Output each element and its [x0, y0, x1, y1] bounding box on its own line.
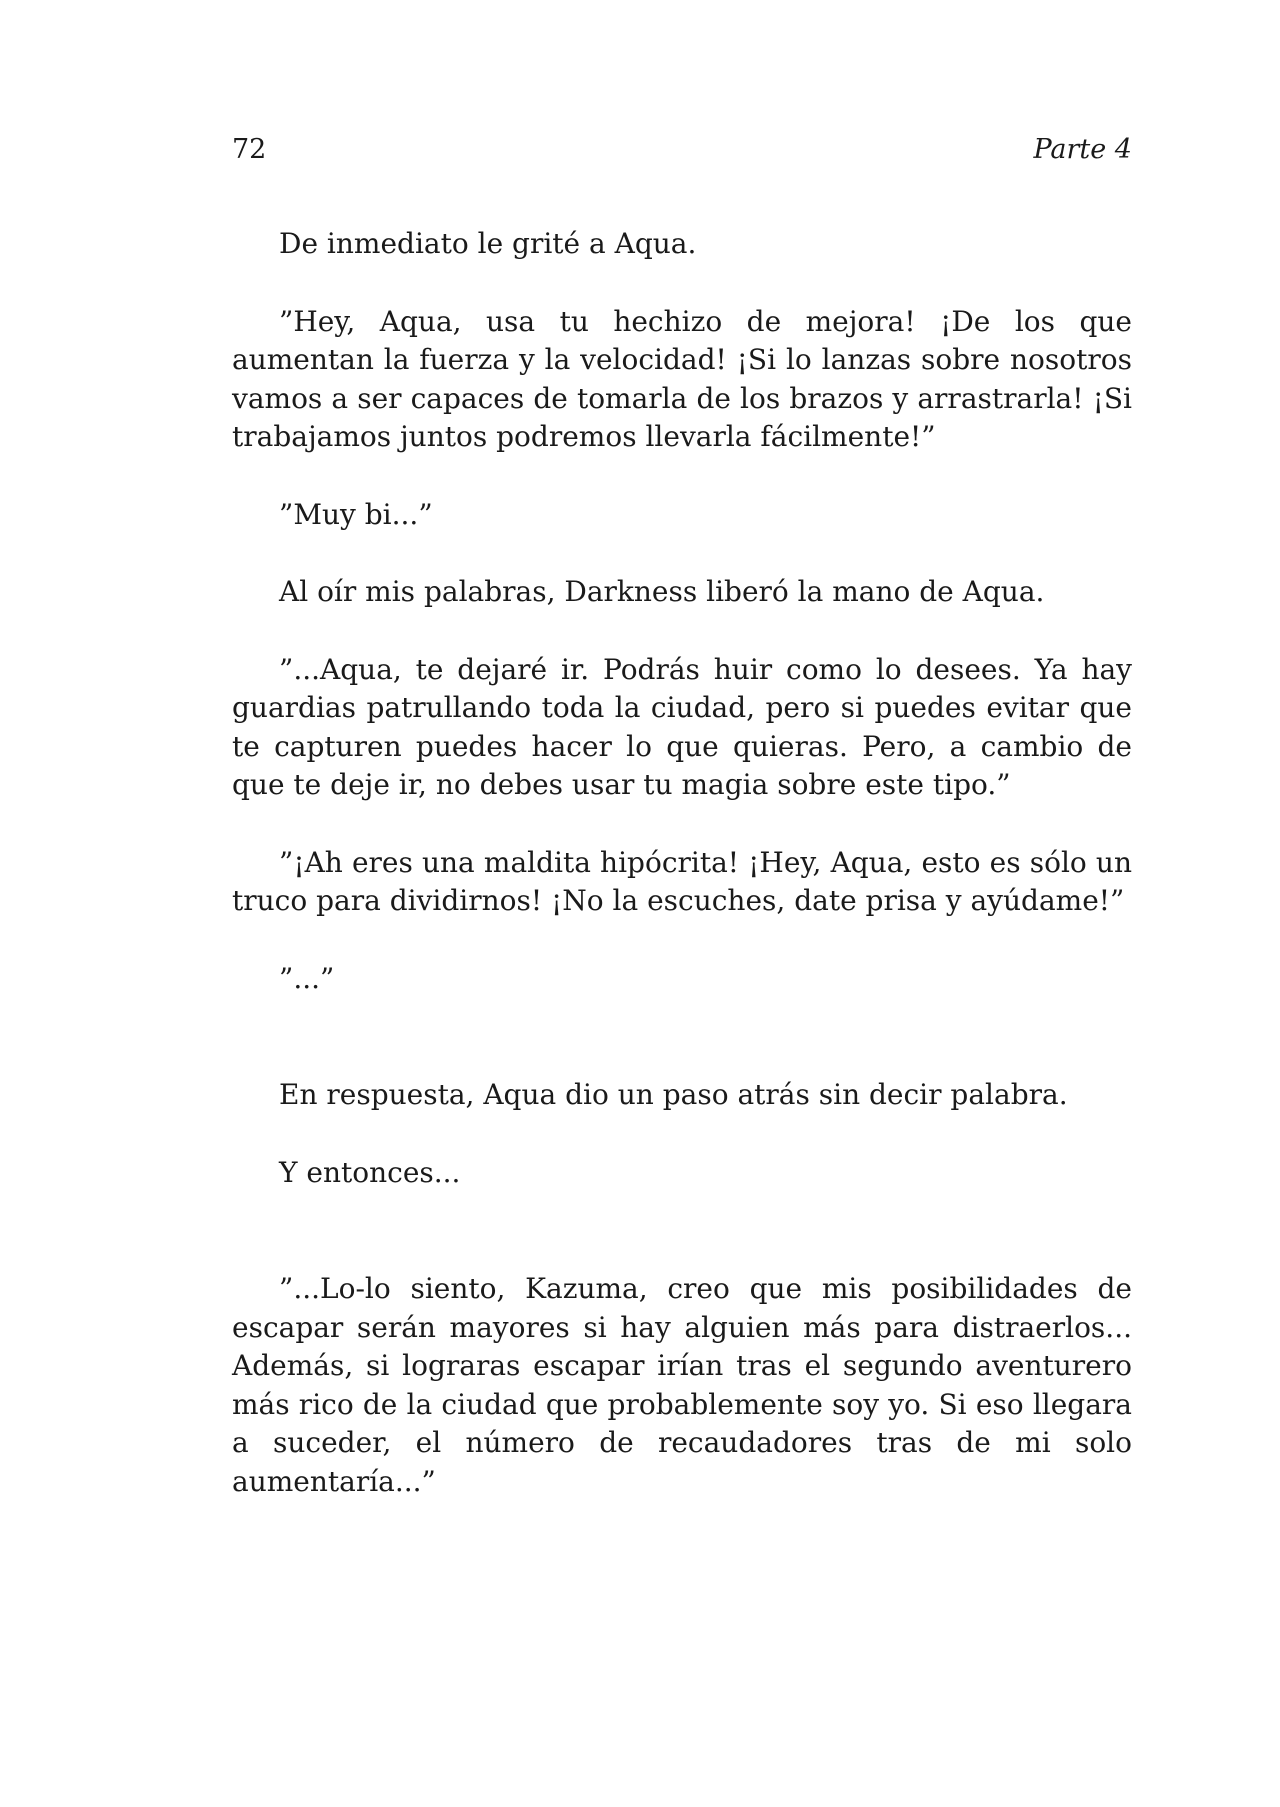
section-break — [232, 1037, 1132, 1076]
section-break — [232, 1231, 1132, 1270]
paragraph: ”¡Ah eres una maldita hipócrita! ¡Hey, Aqua, esto es sólo un truco para dividirnos! ¡No la escuches, date prisa y ayúdame!” — [232, 845, 1132, 917]
running-title: Parte 4 — [1033, 134, 1132, 165]
paragraph: ”Muy bi...” — [279, 497, 433, 531]
paragraph: ”...Lo-lo siento, Kazuma, creo que mis posibilidades de escapar serán mayores si hay alguien más para distraerlos... Además, si lograras escapar irían tras el segundo aventurero más rico de la ciudad que probablemente soy yo. Si eso llegara a suceder, el número de recaudadores tras de mi solo aumentaría...” — [232, 1272, 1132, 1498]
body-text — [232, 225, 1132, 1540]
book-page — [232, 0, 1132, 1807]
paragraph: ”...Aqua, te dejaré ir. Podrás huir como lo desees. Ya hay guardias patrullando toda la ciudad, pero si puedes evitar que te capturen puedes hacer lo que quieras. Pero, a cambio de que te deje ir, no debes usar tu magia sobre este tipo.” — [232, 652, 1132, 801]
page-number: 72 — [232, 134, 267, 165]
paragraph: En respuesta, Aqua dio un paso atrás sin decir palabra. — [279, 1078, 1068, 1111]
paragraph: ”Hey, Aqua, usa tu hechizo de mejora! ¡De los que aumentan la fuerza y la velocidad! ¡Si lo lanzas sobre nosotros vamos a ser capaces de tomarla de los brazos y arrastrarla! ¡Si trabajamos juntos podremos llevarla fácilmente!” — [232, 304, 1132, 453]
paragraph: Y entonces... — [279, 1155, 461, 1189]
paragraph: ”...” — [279, 961, 335, 995]
page-header — [232, 130, 1132, 170]
paragraph: De inmediato le grité a Aqua. — [279, 227, 697, 260]
paragraph: Al oír mis palabras, Darkness liberó la mano de Aqua. — [279, 575, 1045, 608]
